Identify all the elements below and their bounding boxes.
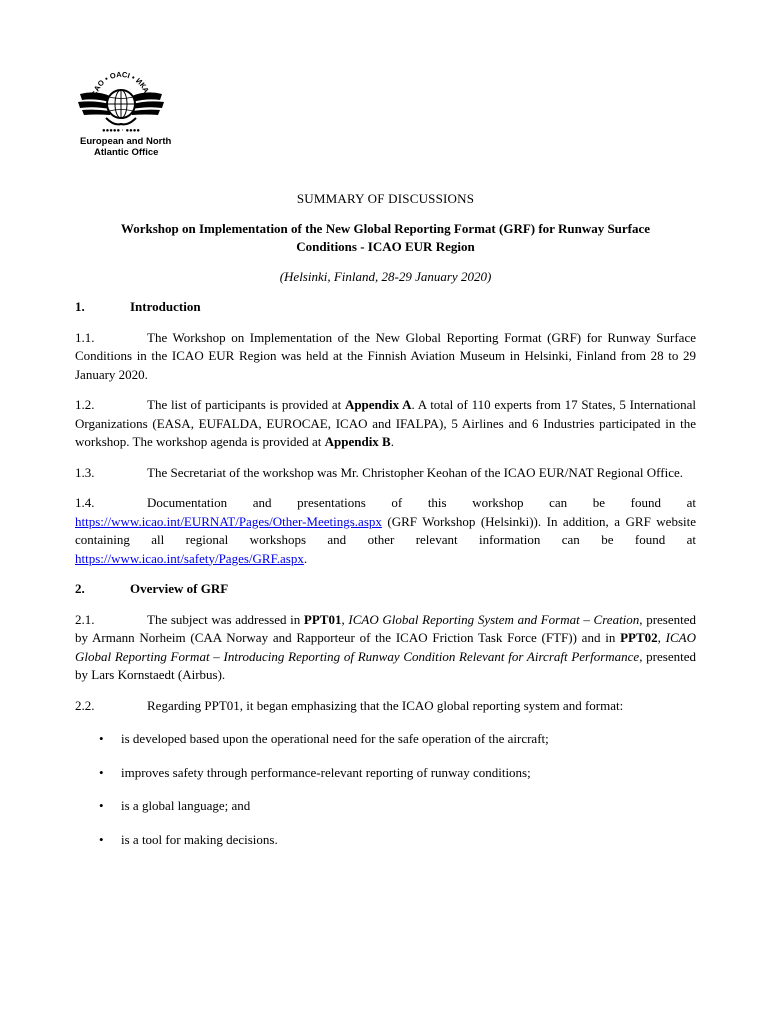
list-item-text: is developed based upon the operational need for the safe operation of the aircraft; [121,731,549,746]
svg-text:ICAO • OACI • ИКАО: ICAO • OACI • ИКАО [89,69,153,100]
paragraph-text: , [341,611,349,627]
svg-text:●●●●● · ●●●●: ●●●●● · ●●●● [102,128,140,134]
paragraph-1-1 [75,329,696,385]
list-item [75,797,696,816]
ppt01-title: ICAO Global Reporting System and Format – Creation [348,611,640,627]
ppt02-title: ICAO Global Reporting Format – Introducing Reporting of Runway Condition Relevant for Aircraft Performance [75,630,696,664]
paragraph-text: (GRF Workshop (Helsinki)). In addition, a GRF website containing all regional workshops and other relevant information can be found at [75,513,696,547]
paragraph-number: 1.1. [75,329,95,345]
section-title: Introduction [130,299,201,314]
paragraph-1-3 [75,464,696,483]
icao-emblem-logo [76,60,166,136]
paragraph-text: The Secretariat of the workshop was Mr. Christopher Keohan of the ICAO EUR/NAT Regional Office. [147,464,684,480]
bullet-icon: • [99,798,104,813]
paragraph-text: The subject was addressed in [147,611,304,627]
paragraph-text: , [657,630,666,645]
appendix-a-reference: Appendix A [344,397,412,412]
paragraph-text: . A total of 110 experts from 17 States, 5 International Organizations (EASA, EUFALDA, EUROCAE, ICAO and IFALPA), 5 Airlines and 6 Industries participated in the workshop. The workshop agenda is provided at [75,397,696,449]
summary-title: SUMMARY OF DISCUSSIONS [296,191,475,206]
paragraph-number: 1.4. [75,495,95,510]
bullet-list [75,730,696,849]
office-name [80,136,171,158]
paragraph-text: The list of participants is provided at [147,397,345,412]
paragraph-text: . [303,550,308,566]
list-item [75,764,696,783]
appendix-b-reference: Appendix B [324,434,391,449]
section-heading-introduction [75,298,696,317]
list-item-text: is a tool for making decisions. [121,831,278,847]
paragraph-text: Regarding PPT01, it began emphasizing that the ICAO global reporting system and format: [147,697,624,713]
document-body [75,190,696,864]
office-name-line2: Atlantic Office [94,147,159,158]
section-title: Overview of GRF [130,581,229,596]
document-title: Workshop on Implementation of the New Global Reporting Format (GRF) for Runway Surface Conditions - ICAO EUR Region [120,220,651,254]
bullet-icon: • [99,831,104,847]
paragraph-2-1 [75,611,696,685]
meetings-link[interactable]: https://www.icao.int/EURNAT/Pages/Other-Meetings.aspx [75,513,382,529]
grf-link[interactable]: https://www.icao.int/safety/Pages/GRF.aspx [75,550,304,566]
section-heading-overview [75,580,696,599]
document-subtitle: (Helsinki, Finland, 28-29 January 2020) [279,268,492,284]
paragraph-1-4 [75,494,696,568]
list-item-text: improves safety through performance-relevant reporting of runway conditions; [121,764,531,780]
section-number: 2. [75,581,85,596]
bullet-icon: • [99,764,104,780]
paragraph-number: 2.1. [75,611,95,627]
list-item [75,730,696,749]
paragraph-text: Documentation and presentations of this workshop can be found at [147,495,696,510]
paragraph-text: , presented by Lars Kornstaedt (Airbus). [75,648,696,682]
paragraph-text: The Workshop on Implementation of the New Global Reporting Format (GRF) for Runway Surface Conditions in the ICAO EUR Region was held at the Finnish Aviation Museum in Helsinki, Finland from 28 to 29 January 2020. [75,329,696,382]
paragraph-number: 1.2. [75,397,95,412]
list-item-text: is a global language; and [121,798,251,813]
ppt01-reference: PPT01 [303,611,342,627]
paragraph-text: , presented by Armann Norheim (CAA Norway and Rapporteur of the ICAO Friction Task Force (FTF)) and in [75,611,697,645]
paragraph-number: 2.2. [75,697,95,713]
office-name-line1: European and North [80,136,172,147]
paragraph-1-2 [75,396,696,452]
paragraph-text: . [390,434,394,449]
paragraph-2-2 [75,697,696,716]
section-number: 1. [75,299,85,314]
list-item [75,831,696,850]
paragraph-number: 1.3. [75,464,95,480]
ppt02-reference: PPT02 [620,630,658,645]
bullet-icon: • [99,731,104,746]
